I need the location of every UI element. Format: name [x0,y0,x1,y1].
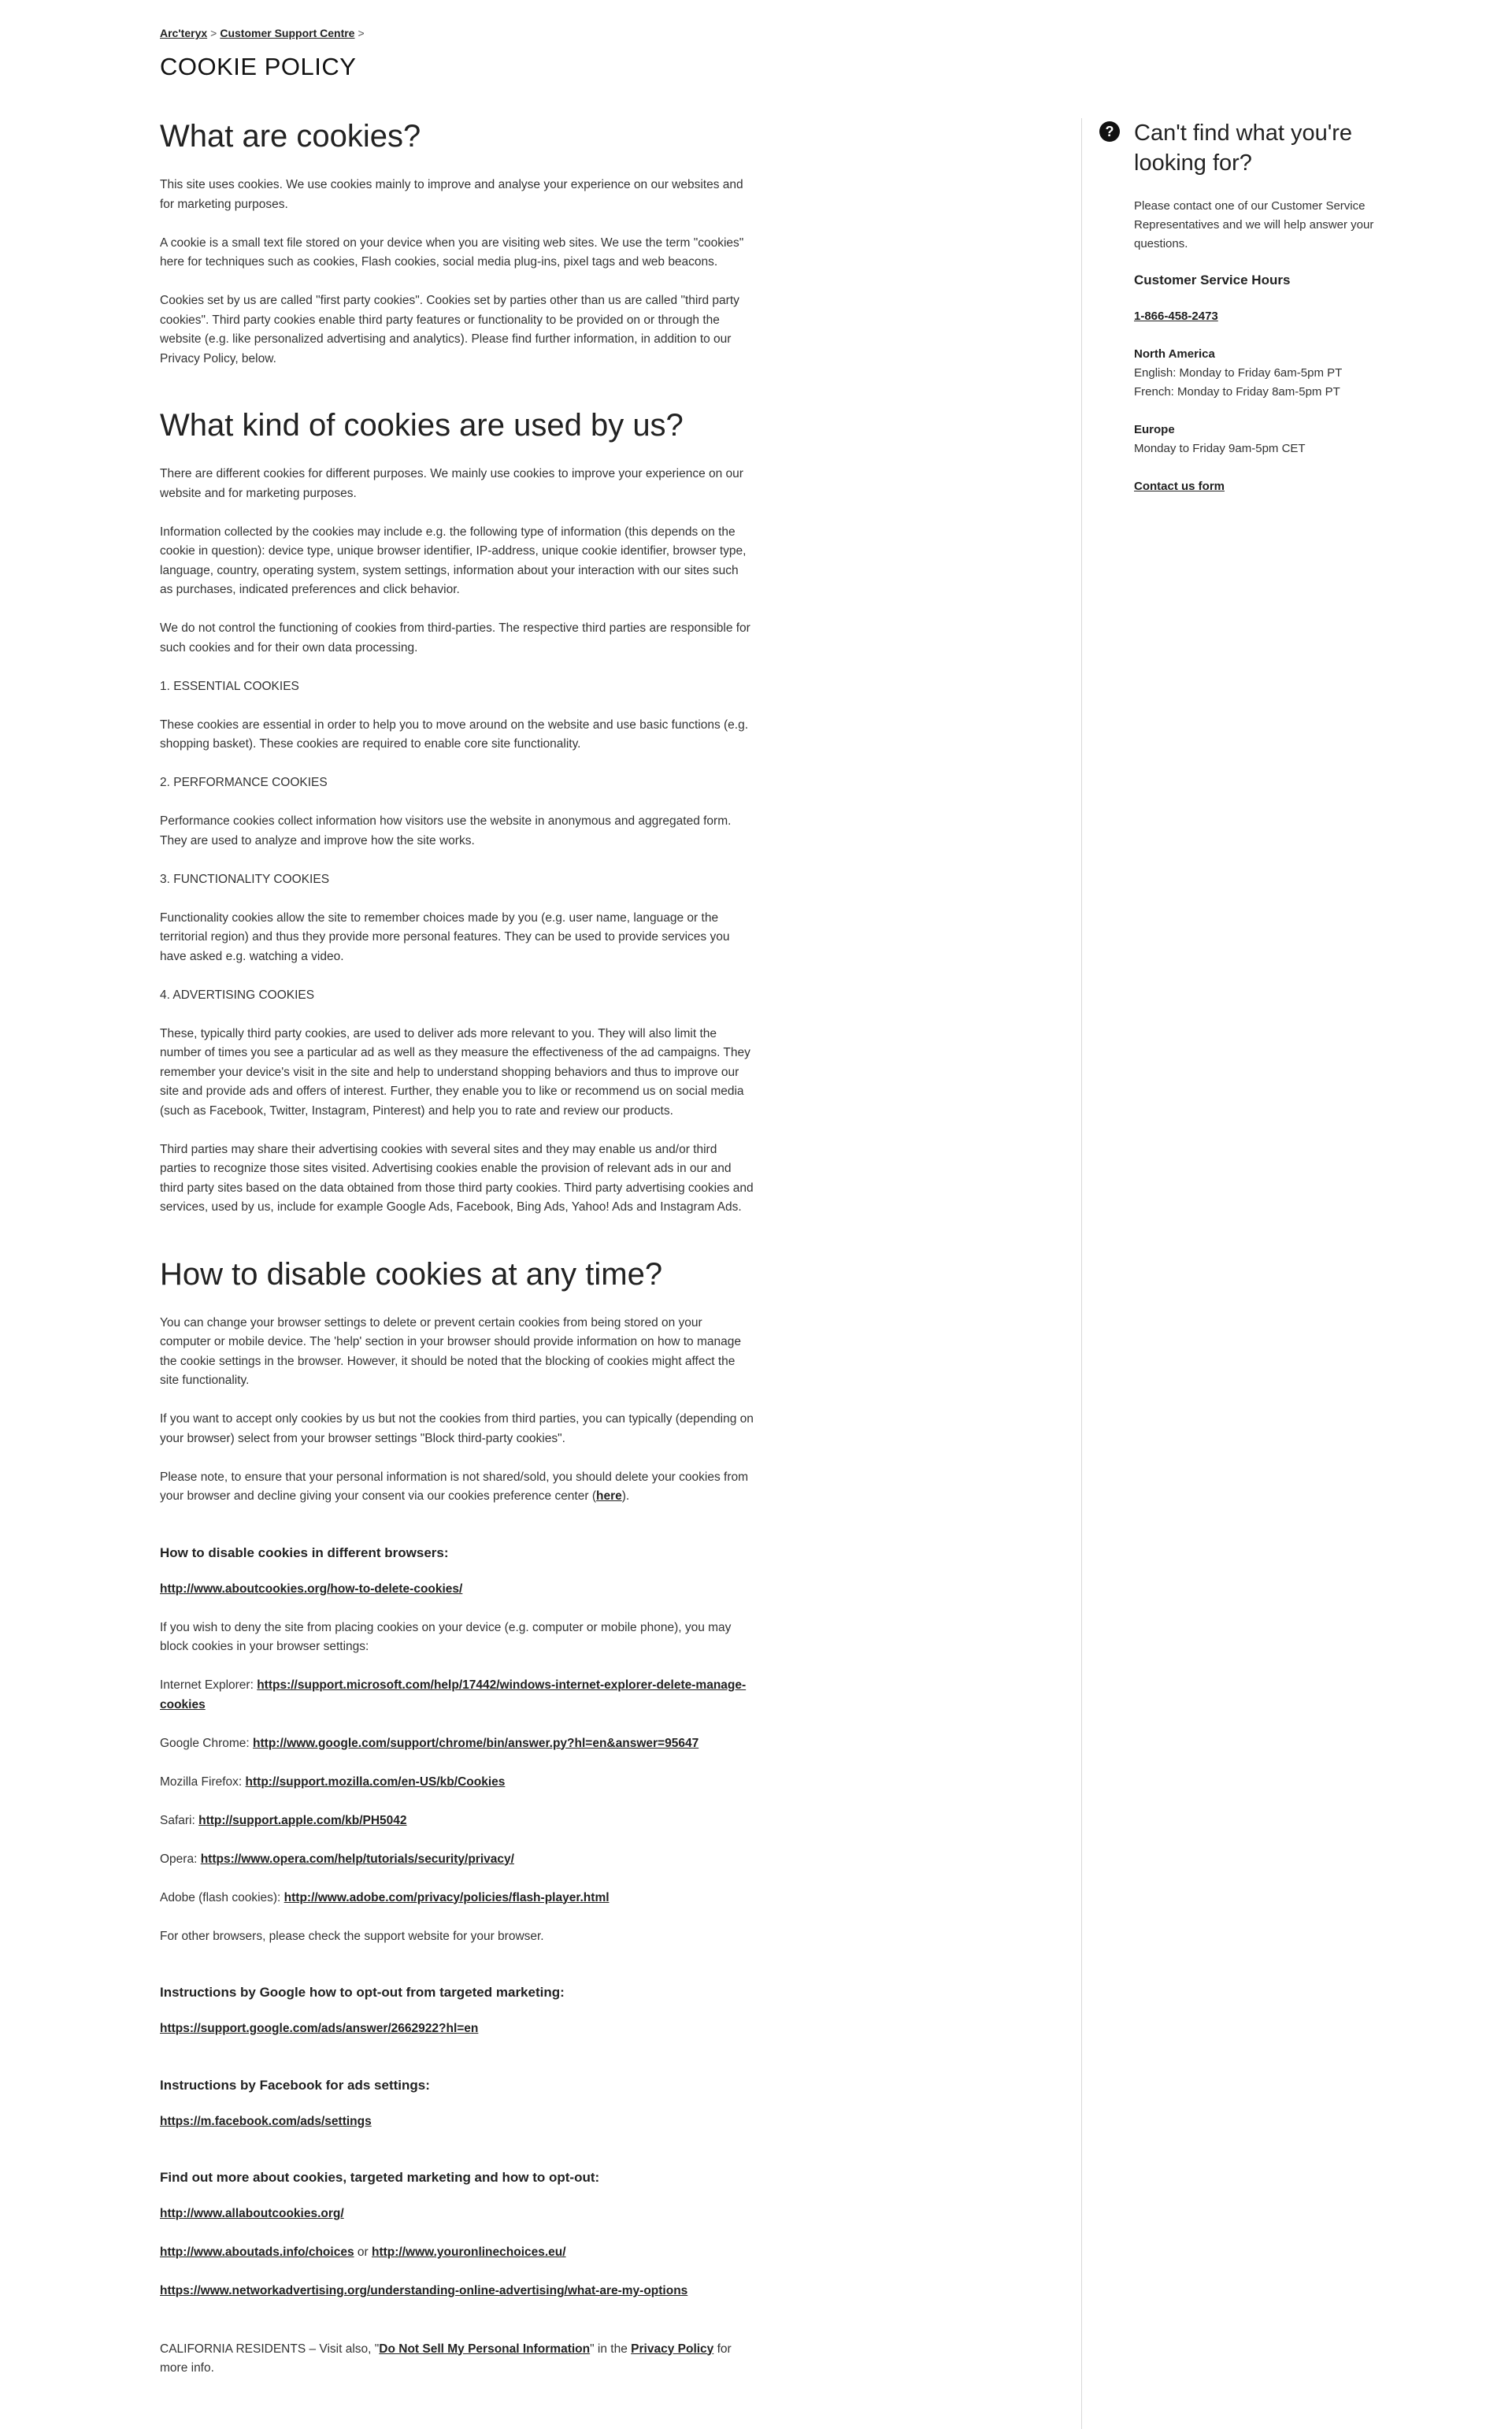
paragraph: You can change your browser settings to delete or prevent certain cookies from being stored on your computer or mobile device. The 'help' section in your browser should provide information on how to manage the cookie settings in the browser. However, it should be noted that the blocking of cookies might affect the site functionality. [160,1315,741,1387]
subheading-browsers: How to disable cookies in different browsers: [160,1545,449,1560]
aboutads-link[interactable]: http://www.aboutads.info/choices [160,2245,354,2259]
help-heading: Can't find what you're looking for? [1134,121,1353,176]
browser-link[interactable]: http://www.google.com/support/chrome/bin/answer.py?hl=en&answer=95647 [253,1736,699,1750]
allaboutcookies-link[interactable]: http://www.allaboutcookies.org/ [160,2207,344,2220]
section-heading-kinds-of-cookies: What kind of cookies are used by us? [160,408,684,443]
paragraph: Cookies set by us are called "first party cookies". Cookies set by parties other than us are called "third party cookies". Third party cookies enable third party features or functionality to be provided on or through the website (e.g. like personalized advertising and analytics). Please find further information, in addition to our Privacy Policy, below. [160,294,739,365]
paragraph-text: for more info. [160,2342,732,2375]
browser-link[interactable]: http://support.mozilla.com/en-US/kb/Cookies [245,1774,506,1789]
browser-label: Adobe (flash cookies): [160,1890,284,1904]
paragraph: These, typically third party cookies, are used to deliver ads more relevant to you. They will also limit the number of times you see a particular ad as well as they measure the effectiveness of the ad campaigns. They remember your device's visit in the site and help to understand shopping behaviors and thus to improve our site and provide ads and offers of interest. Further, they enable you to like or recommend us on social media (such as Facebook, Twitter, Instagram, Pinterest) and help you to rate and review our products. [160,1026,750,1118]
contact-line [1134,477,1375,496]
section-heading-what-are-cookies: What are cookies? [160,119,421,154]
cookie-type-title: 1. ESSENTIAL COOKIES [160,679,299,693]
page-title: COOKIE POLICY [160,53,357,80]
browser-label: Mozilla Firefox: [160,1774,246,1789]
french-hours: French: Monday to Friday 8am-5pm PT [1134,385,1340,399]
paragraph: If you want to accept only cookies by us but not the cookies from third parties, you can typically (depending on your browser) select from your browser settings "Block third-party cookies". [160,1412,754,1445]
paragraph: Third parties may share their advertising cookies with several sites and they may enable us and/or third parties to recognize those sites visited. Advertising cookies enable the provision of relevant ads in our and third party sites based on the data obtained from those third party cookies. Third party advertising cookies and services, used by us, include for example Google Ads, Facebook, Bing Ads, Yahoo! Ads and Instagram Ads. [160,1142,754,1214]
browser-item [160,1889,754,1908]
europe-title: Europe [1134,423,1175,436]
cookie-type-title: 2. PERFORMANCE COOKIES [160,776,328,789]
browser-label: Internet Explorer: [160,1678,258,1692]
do-not-sell-link[interactable]: Do Not Sell My Personal Information [379,2342,591,2356]
section-heading-disable-cookies: How to disable cookies at any time? [160,1256,663,1292]
policy-content [160,118,754,2397]
paragraph: There are different cookies for different purposes. We mainly use cookies to improve your experience on our website and for marketing purposes. [160,467,743,500]
paragraph: We do not control the functioning of cookies from third-parties. The respective third parties are responsible for such cookies and for their own data processing. [160,621,750,655]
browser-link[interactable]: https://support.microsoft.com/help/17442/windows-internet-explorer-delete-manage-cookies [160,1678,747,1711]
europe-hours [1134,421,1375,458]
browser-link[interactable]: http://www.adobe.com/privacy/policies/flash-player.html [284,1890,610,1904]
subheading-find-out-more: Find out more about cookies, targeted marketing and how to opt-out: [160,2170,600,2185]
link-line [160,2112,754,2132]
paragraph [160,1468,754,1507]
phone-link[interactable]: 1-866-458-2473 [1134,310,1218,323]
browser-item [160,1773,754,1793]
browser-link[interactable]: http://support.apple.com/kb/PH5042 [198,1813,407,1827]
browser-item [160,1734,754,1754]
cookie-type-title: 4. ADVERTISING COOKIES [160,988,315,1002]
networkadvertising-link[interactable]: https://www.networkadvertising.org/understanding-online-advertising/what-are-my-options [160,2284,688,2297]
subheading-google-opt-out: Instructions by Google how to opt-out from targeted marketing: [160,1985,565,2000]
browser-item [160,1676,754,1715]
help-sidebar [1099,118,1375,515]
contact-us-form-link[interactable]: Contact us form [1134,480,1225,493]
browser-label: Google Chrome: [160,1736,254,1750]
europe-hours-text: Monday to Friday 9am-5pm CET [1134,442,1306,455]
help-sidebar-body [1134,118,1375,496]
paragraph: Performance cookies collect information how visitors use the website in anonymous and aggregated form. They are used to analyze and improve how the site works. [160,814,732,847]
breadcrumb-support-link[interactable]: Customer Support Centre [220,27,355,39]
help-intro: Please contact one of our Customer Service Representatives and we will help answer your questions. [1134,199,1374,250]
browser-item [160,1812,754,1831]
north-america-title: North America [1134,347,1215,361]
link-line [160,1580,754,1600]
paragraph: A cookie is a small text file stored on your device when you are visiting web sites. We use the term "cookies" here for techniques such as cookies, Flash cookies, social media plug-ins, pixel tags and web beacons. [160,235,744,269]
or-text: or [354,2245,372,2259]
sidebar-divider [1081,118,1082,2429]
paragraph: Functionality cookies allow the site to remember choices made by you (e.g. user name, language or the territorial region) and thus they provide more personal features. They can be used to provide services you have asked e.g. watching a video. [160,910,730,963]
link-line [160,2019,754,2039]
link-line [160,2282,754,2301]
cookie-type-title: 3. FUNCTIONALITY COOKIES [160,872,330,886]
paragraph: For other browsers, please check the support website for your browser. [160,1929,544,1943]
link-line [160,2205,754,2224]
google-ads-link[interactable]: https://support.google.com/ads/answer/2662922?hl=en [160,2022,479,2035]
north-america-hours [1134,345,1375,402]
question-circle-icon: ? [1099,121,1120,142]
privacy-policy-link[interactable]: Privacy Policy [631,2342,714,2356]
subheading-facebook-ads: Instructions by Facebook for ads settings: [160,2077,430,2093]
service-hours-title: Customer Service Hours [1134,273,1291,287]
browser-item [160,1850,754,1870]
english-hours: English: Monday to Friday 6am-5pm PT [1134,366,1343,380]
paragraph-text: CALIFORNIA RESIDENTS – Visit also, " [160,2342,380,2356]
paragraph: This site uses cookies. We use cookies mainly to improve and analyse your experience on our websites and for marketing purposes. [160,178,743,211]
paragraph-text: ). [621,1489,630,1503]
phone-line [1134,307,1375,326]
link-line [160,2243,754,2263]
breadcrumb [160,27,368,39]
california-notice [160,2340,754,2379]
breadcrumb-separator: > [210,27,217,39]
breadcrumb-separator: > [358,27,365,39]
youronlinechoices-link[interactable]: http://www.youronlinechoices.eu/ [371,2245,566,2259]
browser-label: Safari: [160,1813,199,1827]
paragraph: These cookies are essential in order to help you to move around on the website and use basic functions (e.g. shopping basket). These cookies are required to enable core site functionality. [160,718,749,751]
cookie-preference-center-link[interactable]: here [596,1489,622,1503]
paragraph-text: " in the [590,2342,632,2356]
paragraph: If you wish to deny the site from placing cookies on your device (e.g. computer or mobile phone), you may block cookies in your browser settings: [160,1620,732,1653]
paragraph: Information collected by the cookies may include e.g. the following type of information (this depends on the cookie in question): device type, unique browser identifier, IP-address, unique cookie identifier, browser type, language, country, operating system, system settings, information about your interaction with our sites such as purchases, indicated preferences and click behavior. [160,525,747,596]
breadcrumb-home-link[interactable]: Arc'teryx [160,27,208,39]
aboutcookies-link[interactable]: http://www.aboutcookies.org/how-to-delete-cookies/ [160,1582,463,1596]
paragraph-text: Please note, to ensure that your personal information is not shared/sold, you should delete your cookies from your browser and decline giving your consent via our cookies preference center ( [160,1470,749,1503]
browser-label: Opera: [160,1852,201,1866]
browser-link[interactable]: https://www.opera.com/help/tutorials/security/privacy/ [200,1852,514,1866]
facebook-ads-link[interactable]: https://m.facebook.com/ads/settings [160,2114,372,2128]
